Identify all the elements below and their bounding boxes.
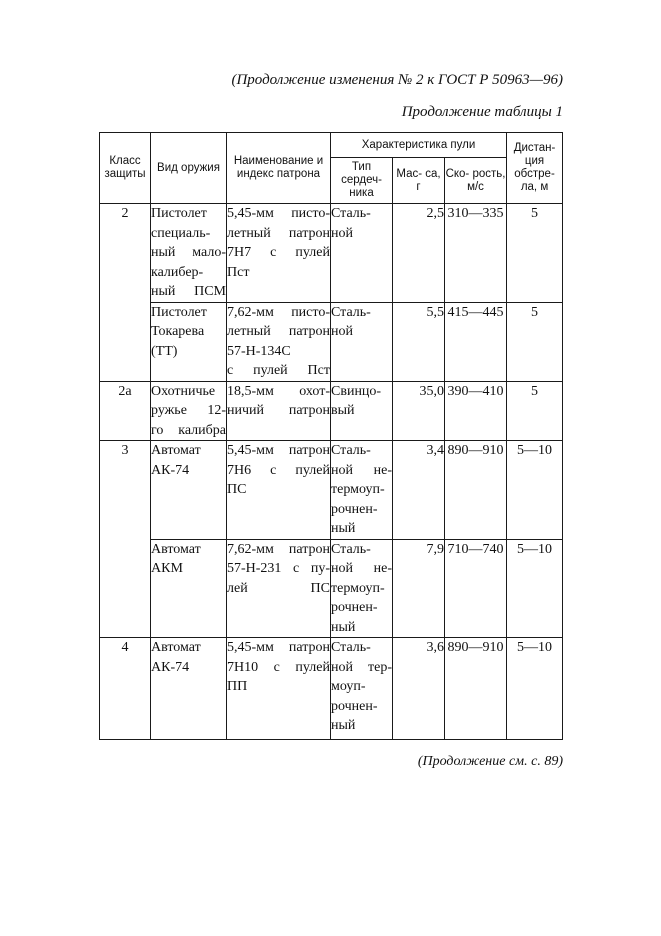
distance-cell: 5 [507,381,563,441]
cartridge-cell [227,302,331,381]
weapon-line: Автомат [151,541,201,557]
header-speed: Ско- рость, м/с [445,158,507,204]
core-line: ной тер- [331,659,392,675]
table-row [100,441,563,540]
core-line: рочнен- [331,698,378,714]
header-weapon: Вид оружия [151,133,227,204]
mass-cell: 3,6 [393,638,445,740]
core-line: термоуп- [331,580,385,596]
core-type-cell [331,381,393,441]
cartridge-line: 7Н7 с пулей [227,245,330,260]
distance-cell: 5 [507,302,563,381]
mass-cell: 35,0 [393,381,445,441]
speed-cell: 415—445 [445,302,507,381]
speed-cell: 890—910 [445,638,507,740]
core-line: моуп- [331,679,366,694]
weapon-cell [151,302,227,381]
cartridge-line: ПС [227,482,247,497]
table-row [100,381,563,441]
weapon-line: Пистолет [151,304,207,320]
core-line: вый [331,403,355,418]
cartridge-cell [227,638,331,740]
table-row [100,638,563,740]
protection-class-cell: 3 [100,441,151,638]
cartridge-cell [227,381,331,441]
distance-cell: 5—10 [507,638,563,740]
header-distance: Дистан- ция обстре- ла, м [507,133,563,204]
core-line: термоуп- [331,482,385,497]
core-line: Свинцо- [331,383,382,399]
core-type-cell [331,539,393,638]
weapon-line: АКМ [151,561,183,576]
cartridge-line: 57-Н-134С [227,343,291,359]
cartridge-line: ничий патрон [227,403,330,418]
header-class: Класс защиты [100,133,151,204]
header-bullet-characteristics: Характеристика пули [331,133,507,158]
core-line: Сталь- [331,640,371,655]
table-row [100,539,563,638]
document-continuation-header: (Продолжение изменения № 2 к ГОСТ Р 50963—96) [231,72,563,88]
core-line: Сталь- [331,443,371,458]
cartridge-line: 7Н6 с пулей [227,462,330,478]
weapon-line: АК-74 [151,462,190,478]
speed-cell: 710—740 [445,539,507,638]
bullet-characteristics-table [99,132,563,740]
cartridge-line: 7,62-мм писто- [227,304,330,320]
cartridge-line: с пулей Пст [227,363,330,378]
mass-cell: 3,4 [393,441,445,540]
weapon-line: калибер- [151,264,204,280]
speed-cell: 310—335 [445,204,507,303]
core-line: ный [331,718,356,733]
weapon-line: Автомат [151,640,201,655]
mass-cell: 2,5 [393,204,445,303]
core-type-cell [331,441,393,540]
protection-class-cell: 4 [100,638,151,740]
weapon-line: специаль- [151,225,211,241]
distance-cell: 5 [507,204,563,303]
cartridge-line: 5,45-мм писто- [227,206,330,221]
distance-cell: 5—10 [507,441,563,540]
cartridge-line: летный патрон [227,324,330,339]
weapon-line: ружье 12- [151,403,226,418]
cartridge-line: Пст [227,264,250,280]
core-line: ный [331,521,356,536]
weapon-line: го калибра [151,422,226,438]
core-line: рочнен- [331,600,378,615]
cartridge-line: 7Н10 с пулей [227,659,330,675]
table-row [100,204,563,303]
cartridge-line: ПП [227,679,248,694]
weapon-line: ный мало- [151,245,226,260]
header-cartridge: Наименование и индекс патрона [227,133,331,204]
weapon-cell [151,638,227,740]
weapon-line: ный ПСМ [151,284,226,299]
continuation-footer-note: (Продолжение см. с. 89) [417,754,563,769]
weapon-cell [151,539,227,638]
speed-cell: 890—910 [445,441,507,540]
cartridge-cell [227,539,331,638]
core-line: ной [331,225,353,241]
weapon-line: АК-74 [151,659,190,675]
weapon-cell [151,204,227,303]
core-line: Сталь- [331,304,371,320]
weapon-cell [151,441,227,540]
speed-cell: 390—410 [445,381,507,441]
core-line: ный [331,619,356,635]
protection-class-cell: 2а [100,381,151,441]
core-type-cell [331,204,393,303]
mass-cell: 5,5 [393,302,445,381]
header-core-type: Тип сердеч- ника [331,158,393,204]
cartridge-line: летный патрон [227,225,330,241]
weapon-line: Охотничье [151,383,216,399]
cartridge-cell [227,204,331,303]
cartridge-cell [227,441,331,540]
cartridge-line: 57-Н-231 с пу- [227,561,330,576]
protection-class-cell: 2 [100,204,151,382]
distance-cell: 5—10 [507,539,563,638]
cartridge-line: 5,45-мм патрон [227,443,330,458]
weapon-line: Токарева [151,324,205,339]
core-line: Сталь- [331,206,371,221]
core-line: ной не- [331,561,392,576]
table-caption: Продолжение таблицы 1 [401,104,563,120]
weapon-line: Пистолет [151,206,207,221]
cartridge-line: 7,62-мм патрон [227,541,330,557]
mass-cell: 7,9 [393,539,445,638]
table-row [100,302,563,381]
cartridge-line: 18,5-мм охот- [227,383,330,399]
core-type-cell [331,638,393,740]
core-line: рочнен- [331,501,378,517]
core-line: Сталь- [331,541,371,557]
weapon-cell [151,381,227,441]
cartridge-line: лей ПС [227,580,330,596]
core-line: ной не- [331,462,392,478]
header-mass: Мас- са, г [393,158,445,204]
core-line: ной [331,324,353,339]
cartridge-line: 5,45-мм патрон [227,640,330,655]
core-type-cell [331,302,393,381]
weapon-line: (ТТ) [151,343,178,359]
weapon-line: Автомат [151,443,201,458]
